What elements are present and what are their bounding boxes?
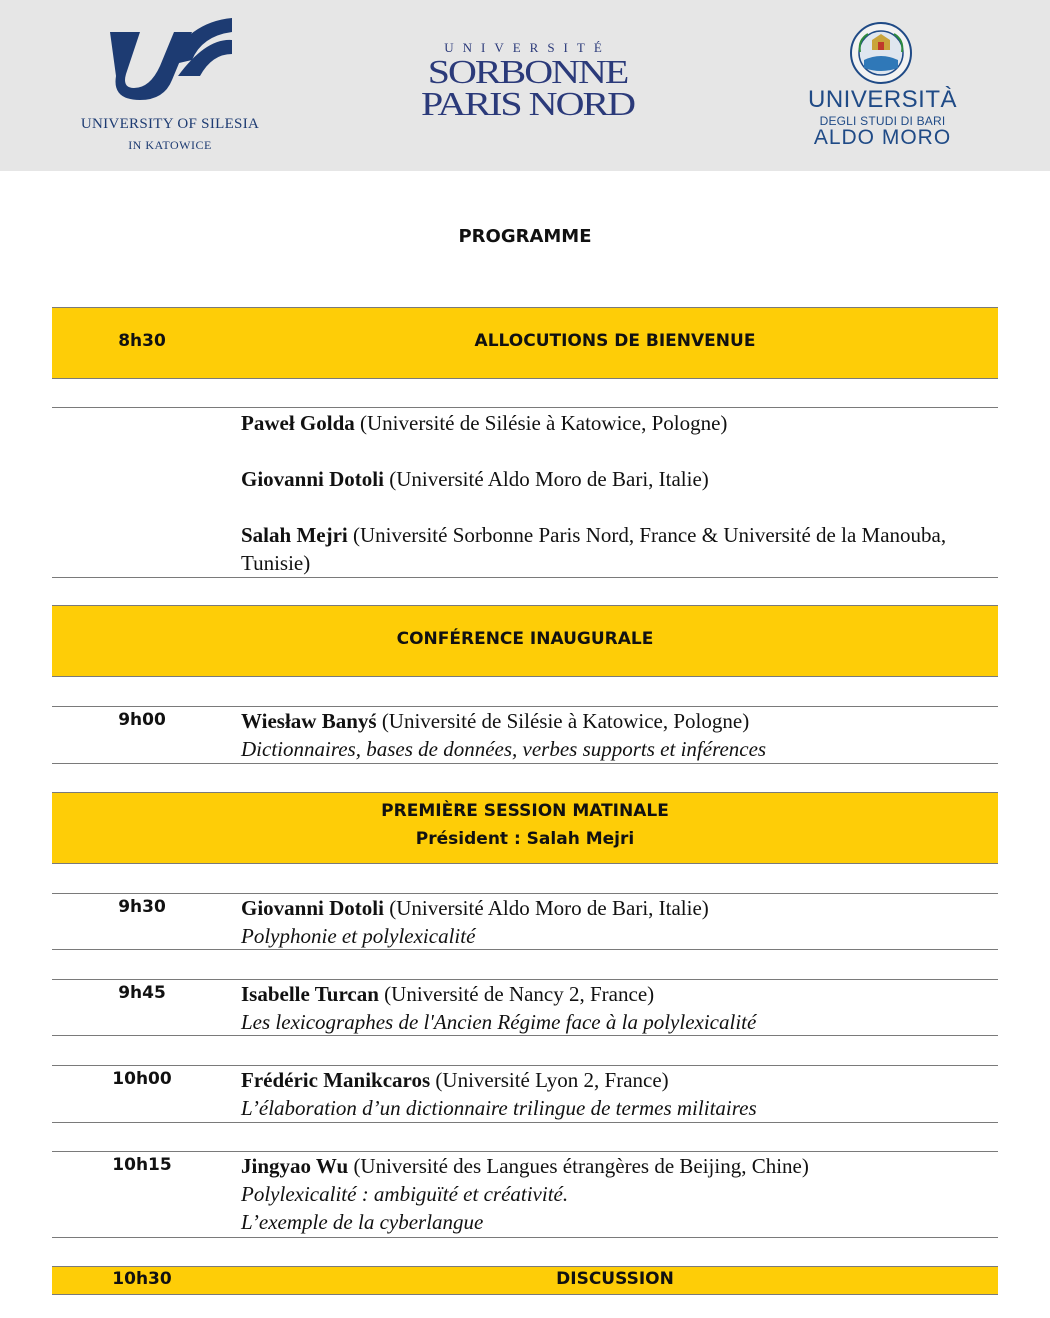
band-session1-chair: Président : Salah Mejri: [415, 829, 635, 849]
bari-line1: UNIVERSITÀ: [807, 86, 958, 113]
talk-time: 10h00: [112, 1069, 172, 1089]
page-title: PROGRAMME: [458, 226, 592, 247]
silesia-name-line2: IN KATOWICE: [128, 138, 212, 152]
band-welcome-label: ALLOCUTIONS DE BIENVENUE: [474, 331, 756, 351]
speaker-name: Isabelle Turcan: [241, 982, 379, 1006]
divider: [52, 1035, 998, 1036]
talk-time: 10h15: [112, 1155, 172, 1175]
speaker-affiliation: (Université de Nancy 2, France): [384, 982, 655, 1006]
talk-1: [241, 894, 986, 950]
band-discussion-label: DISCUSSION: [556, 1269, 674, 1289]
talk-title: L’élaboration d’un dictionnaire trilingue de termes militaires: [241, 1096, 757, 1120]
talk-time: 9h00: [118, 710, 166, 730]
sorbonne-line1: UNIVERSITÉ: [444, 40, 611, 55]
speaker-name: Jingyao Wu: [241, 1154, 349, 1178]
talk-time: 9h30: [118, 897, 166, 917]
sorbonne-line2: SORBONNE: [427, 52, 628, 91]
welcome-speaker-3: [241, 521, 961, 577]
speaker-name: Giovanni Dotoli: [241, 896, 384, 920]
bari-line3: ALDO MORO: [813, 126, 952, 149]
speaker-affiliation: (Université de Silésie à Katowice, Pologne): [381, 709, 750, 733]
speaker-affiliation: (Université Sorbonne Paris Nord, France & Université de la Manouba, Tunisie): [241, 523, 947, 575]
speaker-affiliation: (Université Aldo Moro de Bari, Italie): [389, 896, 709, 920]
universita-bari-logo: [800, 22, 965, 147]
talk-title: Polylexicalité : ambiguïté et créativité.: [241, 1182, 569, 1206]
divider: [52, 949, 998, 950]
speaker-affiliation: (Université des Langues étrangères de Beijing, Chine): [353, 1154, 809, 1178]
speaker-affiliation: (Université de Silésie à Katowice, Pologne): [360, 411, 728, 435]
sorbonne-line3: PARIS NORD: [420, 84, 635, 123]
talk-3: [241, 1066, 986, 1122]
silesia-emblem-icon: [108, 14, 232, 102]
band-session1-label: PREMIÈRE SESSION MATINALE: [381, 801, 669, 821]
talk-time: 9h45: [118, 983, 166, 1003]
band-discussion-time: 10h30: [112, 1269, 172, 1289]
welcome-speaker-2: [241, 465, 986, 493]
inaugural-talk: [241, 707, 986, 763]
talk-title-line2: L’exemple de la cyberlangue: [241, 1210, 484, 1234]
divider: [52, 763, 998, 764]
band-inaugural: [52, 605, 998, 677]
speaker-name: Salah Mejri: [241, 523, 348, 547]
talk-4: [241, 1152, 986, 1236]
band-inaugural-label: CONFÉRENCE INAUGURALE: [396, 629, 654, 649]
band-welcome: [52, 307, 998, 379]
band-welcome-time: 8h30: [118, 331, 166, 351]
bari-line2: DEGLI STUDI DI BARI: [819, 114, 946, 128]
divider: [52, 577, 998, 578]
divider: [52, 407, 998, 408]
speaker-name: Frédéric Manikcaros: [241, 1068, 431, 1092]
speaker-name: Paweł Golda: [241, 411, 355, 435]
university-of-silesia-logo: [60, 14, 280, 156]
sorbonne-paris-nord-logo: [405, 40, 650, 130]
talk-2: [241, 980, 986, 1036]
speaker-affiliation: (Université Aldo Moro de Bari, Italie): [389, 467, 709, 491]
divider: [52, 1122, 998, 1123]
band-session1: [52, 792, 998, 864]
divider: [52, 1237, 998, 1238]
speaker-affiliation: (Université Lyon 2, France): [435, 1068, 669, 1092]
talk-title: Polyphonie et polylexicalité: [241, 924, 476, 948]
speaker-name: Giovanni Dotoli: [241, 467, 384, 491]
band-discussion: [52, 1266, 998, 1295]
talk-title: Dictionnaires, bases de données, verbes supports et inférences: [241, 737, 767, 761]
talk-title: Les lexicographes de l'Ancien Régime face à la polylexicalité: [241, 1010, 757, 1034]
speaker-name: Wiesław Banyś: [241, 709, 377, 733]
bari-seal-icon: [848, 22, 914, 84]
silesia-name-line1: UNIVERSITY OF SILESIA: [80, 116, 260, 132]
welcome-speaker-1: [241, 409, 986, 437]
